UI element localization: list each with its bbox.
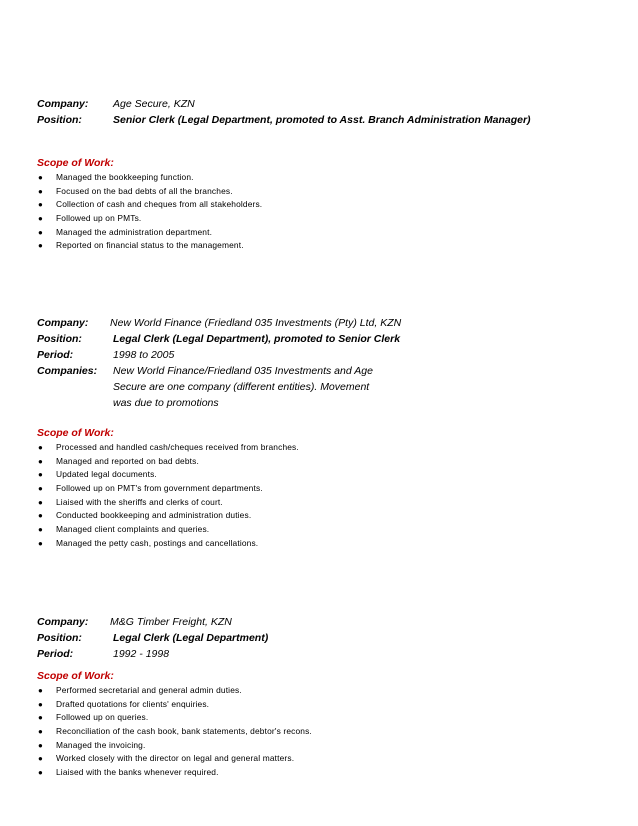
bullet-icon: ● <box>38 727 43 737</box>
period-value: 1998 to 2005 <box>113 349 175 361</box>
bullet-icon: ● <box>38 470 43 480</box>
bullet-icon: ● <box>38 214 43 224</box>
position-value: Senior Clerk (Legal Department, promoted to Asst. Branch Administration Manager) <box>113 114 531 126</box>
company-label: Company: <box>37 317 89 329</box>
job-section-age-secure <box>37 96 617 128</box>
list-item: ● Followed up on PMT's from government departments. <box>37 482 617 496</box>
scope-heading: Scope of Work: <box>37 427 114 439</box>
period-label: Period: <box>37 349 74 361</box>
scope-heading: Scope of Work: <box>37 157 114 169</box>
position-row <box>37 112 617 128</box>
company-row <box>37 614 617 630</box>
company-value: New World Finance (Friedland 035 Investments (Pty) Ltd, KZN <box>110 317 402 329</box>
scope-heading: Scope of Work: <box>37 670 114 682</box>
list-item: ● Managed client complaints and queries. <box>37 523 617 537</box>
scope-block-new-world-finance <box>37 425 617 551</box>
list-item: ● Reported on financial status to the management. <box>37 239 617 253</box>
company-label: Company: <box>37 98 89 110</box>
bullet-icon: ● <box>38 538 43 548</box>
companies-row-continued <box>37 395 617 411</box>
position-value: Legal Clerk (Legal Department) <box>113 632 269 644</box>
companies-row-continued <box>37 379 617 395</box>
position-row <box>37 331 617 347</box>
bullet-icon: ● <box>38 768 43 778</box>
position-label: Position: <box>37 333 82 345</box>
bullet-icon: ● <box>38 686 43 695</box>
position-value: Legal Clerk (Legal Department), promoted to Senior Clerk <box>113 333 401 345</box>
bullet-icon: ● <box>38 227 43 237</box>
bullet-icon: ● <box>38 754 43 764</box>
company-row <box>37 315 617 331</box>
companies-value-line3: was due to promotions <box>113 397 219 409</box>
list-item: ● Processed and handled cash/cheques received from branches. <box>37 441 617 455</box>
list-item: ● Conducted bookkeeping and administration duties. <box>37 509 617 523</box>
duties-list <box>37 684 617 780</box>
period-row <box>37 347 617 363</box>
company-label: Company: <box>37 616 89 628</box>
duties-list <box>37 171 617 253</box>
list-item: ● Worked closely with the director on legal and general matters. <box>37 752 617 766</box>
list-item: ● Followed up on queries. <box>37 711 617 725</box>
list-item: ● Drafted quotations for clients' enquiries. <box>37 698 617 712</box>
bullet-icon: ● <box>38 186 43 196</box>
list-item: ● Collection of cash and cheques from all stakeholders. <box>37 198 617 212</box>
bullet-icon: ● <box>38 456 43 466</box>
bullet-icon: ● <box>38 173 43 182</box>
companies-row <box>37 363 617 379</box>
company-row <box>37 96 617 112</box>
bullet-icon: ● <box>38 740 43 750</box>
list-item: ● Managed the bookkeeping function. <box>37 171 617 185</box>
list-item: ● Followed up on PMTs. <box>37 212 617 226</box>
position-label: Position: <box>37 632 82 644</box>
job-section-mg-timber-freight <box>37 614 617 662</box>
list-item: ● Performed secretarial and general admin duties. <box>37 684 617 698</box>
list-item: ● Managed the petty cash, postings and cancellations. <box>37 537 617 551</box>
list-item: ● Managed the administration department. <box>37 226 617 240</box>
companies-value-line2: Secure are one company (different entities). Movement <box>113 381 370 393</box>
list-item: ● Liaised with the sheriffs and clerks of court. <box>37 496 617 510</box>
duties-list <box>37 441 617 551</box>
company-value: Age Secure, KZN <box>113 98 195 110</box>
bullet-icon: ● <box>38 511 43 521</box>
job-section-new-world-finance <box>37 315 617 411</box>
bullet-icon: ● <box>38 699 43 709</box>
bullet-icon: ● <box>38 241 43 251</box>
list-item: ● Updated legal documents. <box>37 468 617 482</box>
bullet-icon: ● <box>38 525 43 535</box>
period-value: 1992 - 1998 <box>113 648 170 660</box>
list-item: ● Focused on the bad debts of all the branches. <box>37 185 617 199</box>
period-row <box>37 646 617 662</box>
bullet-icon: ● <box>38 484 43 494</box>
list-item: ● Managed and reported on bad debts. <box>37 455 617 469</box>
bullet-icon: ● <box>38 200 43 210</box>
list-item: ● Reconciliation of the cash book, bank statements, debtor's recons. <box>37 725 617 739</box>
scope-block-mg-timber-freight <box>37 668 617 780</box>
position-label: Position: <box>37 114 82 126</box>
bullet-icon: ● <box>38 713 43 723</box>
bullet-icon: ● <box>38 443 43 452</box>
companies-value: New World Finance/Friedland 035 Investments and Age <box>113 365 373 377</box>
company-value: M&G Timber Freight, KZN <box>110 616 232 628</box>
bullet-icon: ● <box>38 497 43 507</box>
period-label: Period: <box>37 648 74 660</box>
list-item: ● Liaised with the banks whenever required. <box>37 766 617 780</box>
scope-block-age-secure <box>37 155 617 253</box>
position-row <box>37 630 617 646</box>
list-item: ● Managed the invoicing. <box>37 739 617 753</box>
companies-label: Companies: <box>37 365 98 377</box>
